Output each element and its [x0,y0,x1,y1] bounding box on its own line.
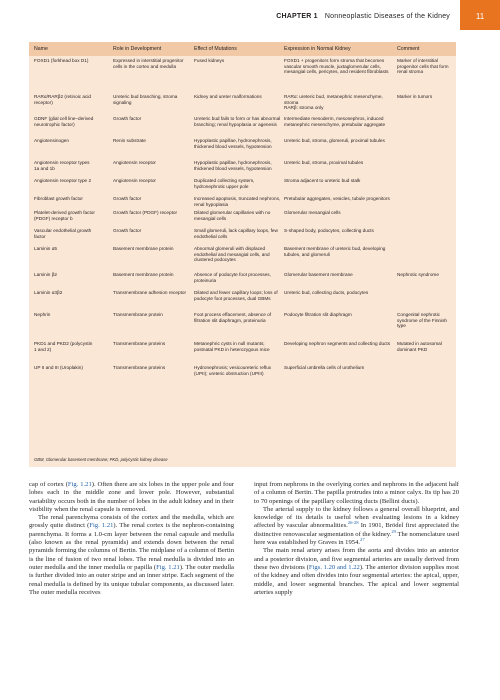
column-header-role: Role in Development [113,45,162,52]
paragraph [254,481,459,506]
column-header-effect: Effect of Mutations [194,45,237,52]
cell-name: UP II and III (Uroplakin) [34,365,83,370]
body-text-right-column [254,481,459,597]
cell-comment: Mutated in autosomal dominant PKD [397,341,442,352]
chapter-heading [276,13,450,20]
cell-name: Laminin β2 [34,272,58,277]
cell-role: Angiotensin receptor [113,160,156,165]
cell-comment: Marker in tumors [397,94,433,99]
cell-expression: Pretubular aggregates, vesicles, tubule progenitors [284,196,390,201]
cell-comment: Nephrotic syndrome [397,272,439,277]
chapter-number: CHAPTER 1 [276,13,318,20]
cell-role: Transmembrane proteins [113,341,166,346]
cell-effect: Foot process effacement, absence of filtration slit diaphragm, proteinuria [194,312,272,323]
body-text-left-column [29,481,234,597]
cell-name: Nephrin [34,312,51,317]
citation-superscript[interactable]: 27 [360,536,365,542]
running-header [0,0,500,30]
cell-expression: Basement membrane of ureteric bud, developing tubules, and glomeruli [284,246,386,257]
text-run: cap of cortex ( [29,481,68,488]
cell-effect: Abnormal glomeruli with displaced endothelial and mesangial cells, and clustered podocytes [194,246,270,262]
cell-name: Laminin α5 [34,246,58,251]
cell-expression: S-shaped body, podocytes, collecting ducts [284,228,374,233]
gene-table [29,42,456,467]
text-run: The arterial supply to the kidney follows a general overall blueprint, and knowledge of its details is useful when evaluating lesions in a kidney affected by vascular abnormalities. [254,505,459,530]
paragraph [254,506,459,547]
cell-role: Angiotensin receptor [113,178,156,183]
text-run: ). Often there are six lobes in the upper pole and four lobes each in the middle zone and lower pole. However, substantial variability occurs both in the number of lobes in the adult kidney and in their visibility when the renal capsule is removed. [29,481,234,513]
table-footnote: GBM, Glomerular basement membrane; PKD, polycystic kidney disease [34,457,168,462]
text-run: ). The renal cortex is the nephron-containing parenchyma. It forms a 1.0-cm layer between the renal capsule and medulla (also known as the renal pyramids) and extends down between the renal pyramids forming the columns of Bertin. The midplane of a column of Bertin is the line of fusion of two renal lobes. The renal medulla is divided into an outer medulla and the inner medulla or papilla ( [29,522,235,571]
citation-superscript[interactable]: 29 [391,528,396,534]
cell-role: Growth factor [113,196,142,201]
text-run: The main renal artery arises from the aorta and divides into an anterior and a posterior division, and five segmental arteries are usually derived from these two divisions ( [254,547,459,571]
cell-effect: Absence of podocyte foot processes, proteinuria [194,272,271,283]
cell-effect: Duplicated collecting system, hydronephrotic upper pole [194,178,255,189]
text-run: The renal parenchyma consists of the cortex and the medulla, which are grossly quite distinct ( [29,514,234,530]
cell-name: Vascular endothelial growth factor [34,228,92,239]
paragraph [29,481,234,514]
cell-expression: Intermediate mesoderm, mesonephros, induced metanephric mesenchyme, pretubular aggregate [284,116,386,127]
cell-role: Growth factor (PDGF) receptor [113,210,178,215]
column-header-name: Name [34,45,48,52]
cell-name: Angiotensin receptor types 1a and 1b [34,160,90,171]
cell-name: Platelet-derived growth factor (PDGF) receptor b [34,210,95,221]
cell-comment: Marker of interstitial progenitor cells that form renal stroma [397,58,449,74]
figure-reference-link[interactable]: Fig. 1.21 [156,563,180,571]
cell-expression: Ureteric bud, stroma, glomeruli, proximal tubules [284,138,385,143]
cell-name: Fibroblast growth factor [34,196,83,201]
cell-expression: Glomerular basement membrane [284,272,353,277]
cell-role: Transmembrane protein [113,312,163,317]
cell-expression: Ureteric bud, stroma, proximal tubules [284,160,364,165]
column-header-comment: Comment [397,45,420,52]
figure-reference-link[interactable]: Fig. 1.21 [89,522,114,530]
cell-name: Angiotensin receptor type 2 [34,178,92,183]
cell-expression: Ureteric bud, collecting ducts, podocytes [284,290,369,295]
text-run: input from nephrons in the overlying cortex and nephrons in the adjacent half of a column of Bertin. The papilla protrudes into a minor calyx. Its tip has 20 to 70 openings of the papillary collecting ducts (Bellini ducts). [254,481,459,505]
cell-effect: Kidney and ureter malformations [194,94,262,99]
figure-reference-link[interactable]: Figs. 1.20 and 1.22 [308,563,360,571]
text-run: In 1901, Brödel first appreciated the distinctive renovascular segmentation of the kidney. [254,522,460,538]
cell-name: PKD1 and PKD2 (polycystin 1 and 2) [34,341,93,352]
text-run: ). The outer medulla is further divided into an outer stripe and an inner stripe. Each segment of the renal medulla is defined by its unique tubular components, as discussed later. The outer medulla receives [29,563,234,596]
cell-expression: Podocyte filtration slit diaphragm [284,312,352,317]
cell-expression: Glomerular mesangial cells [284,210,341,215]
cell-name: Laminin α3β2 [34,290,63,295]
cell-role: Basement membrane protein [113,246,174,251]
cell-effect: Dilated glomerular capillaries with no mesangial cells [194,210,271,221]
cell-expression: RARα: ureteric bud, metanephric mesenchyme, stroma RARβ: stroma only [284,94,383,110]
cell-effect: Hydronephrosis; vesicoureteric reflux (UPII); ureteric obstruction (UPIII) [194,365,272,376]
cell-name: RARα/RARβ2 (retinoic acid receptor) [34,94,91,105]
cell-expression: Superficial umbrella cells of urothelium [284,365,365,370]
cell-expression: Stroma adjacent to ureteric bud stalk [284,178,361,183]
text-run: ). The anterior division supplies most of the kidney and often divides into four segmental arteries: the apical, upper, middle, and lower segmental branches. The apical and lower segmental arteries supply [254,563,459,596]
cell-effect: Hypoplastic papillae, hydronephrosis, thickened blood vessels, hypotension [194,160,272,171]
cell-effect: Hypoplastic papillae, hydronephrosis, thickened blood vessels, hypotension [194,138,272,149]
column-header-expression: Expression in Normal Kidney [284,45,351,52]
cell-expression: FOXD1 + progenitors form stroma that becomes vascular smooth muscle, juxtaglomerular cells, mesangial cells, pericytes, and resident fibroblasts [284,58,389,74]
cell-role: Transmembrane proteins [113,365,166,370]
cell-role: Growth factor [113,116,142,121]
cell-role: Expressed in interstitial progenitor cells in the cortex and medulla [113,58,184,69]
cell-expression: Developing nephron segments and collecting ducts [284,341,391,346]
cell-effect: Dilated and fewer capillary loops; loss of podocyte foot processes, dual GBMs [194,290,278,301]
cell-role: Renin substrate [113,138,146,143]
cell-comment: Congenital nephrotic syndrome of the Finnish type [397,312,448,328]
cell-effect: Ureteric bud fails to form or has abnormal branching; renal hypoplasia or agenesis [194,116,281,127]
figure-reference-link[interactable]: Fig. 1.21 [67,481,92,488]
paragraph [254,547,459,597]
paragraph [29,514,234,597]
text-run: The nomenclature used here was established by Graves in 1954. [254,530,459,547]
cell-effect: Increased apoptosis, truncated nephrons, renal hypoplasia [194,196,281,207]
table-header-row [29,42,456,56]
cell-name: Angiotensinogen [34,138,69,143]
cell-effect: Metanephric cysts in null mutants; postnatal PKD in heterozygous mice [194,341,270,352]
cell-name: FOXD1 (forkhead box D1) [34,58,89,63]
citation-superscript[interactable]: 26-28 [347,520,359,526]
cell-role: Growth factor [113,228,142,233]
page-number: 11 [460,0,500,30]
cell-name: GDNF (glial cell line–derived neurotrophic factor) [34,116,94,127]
cell-effect: Fused kidneys [194,58,225,63]
cell-effect: Small glomeruli, lack capillary loops, few endothelial cells [194,228,278,239]
chapter-title: Nonneoplastic Diseases of the Kidney [324,13,450,20]
cell-role: Basement membrane protein [113,272,174,277]
cell-role: Ureteric bud branching, stroma signaling [113,94,178,105]
cell-role: Transmembrane adhesion receptor [113,290,187,295]
